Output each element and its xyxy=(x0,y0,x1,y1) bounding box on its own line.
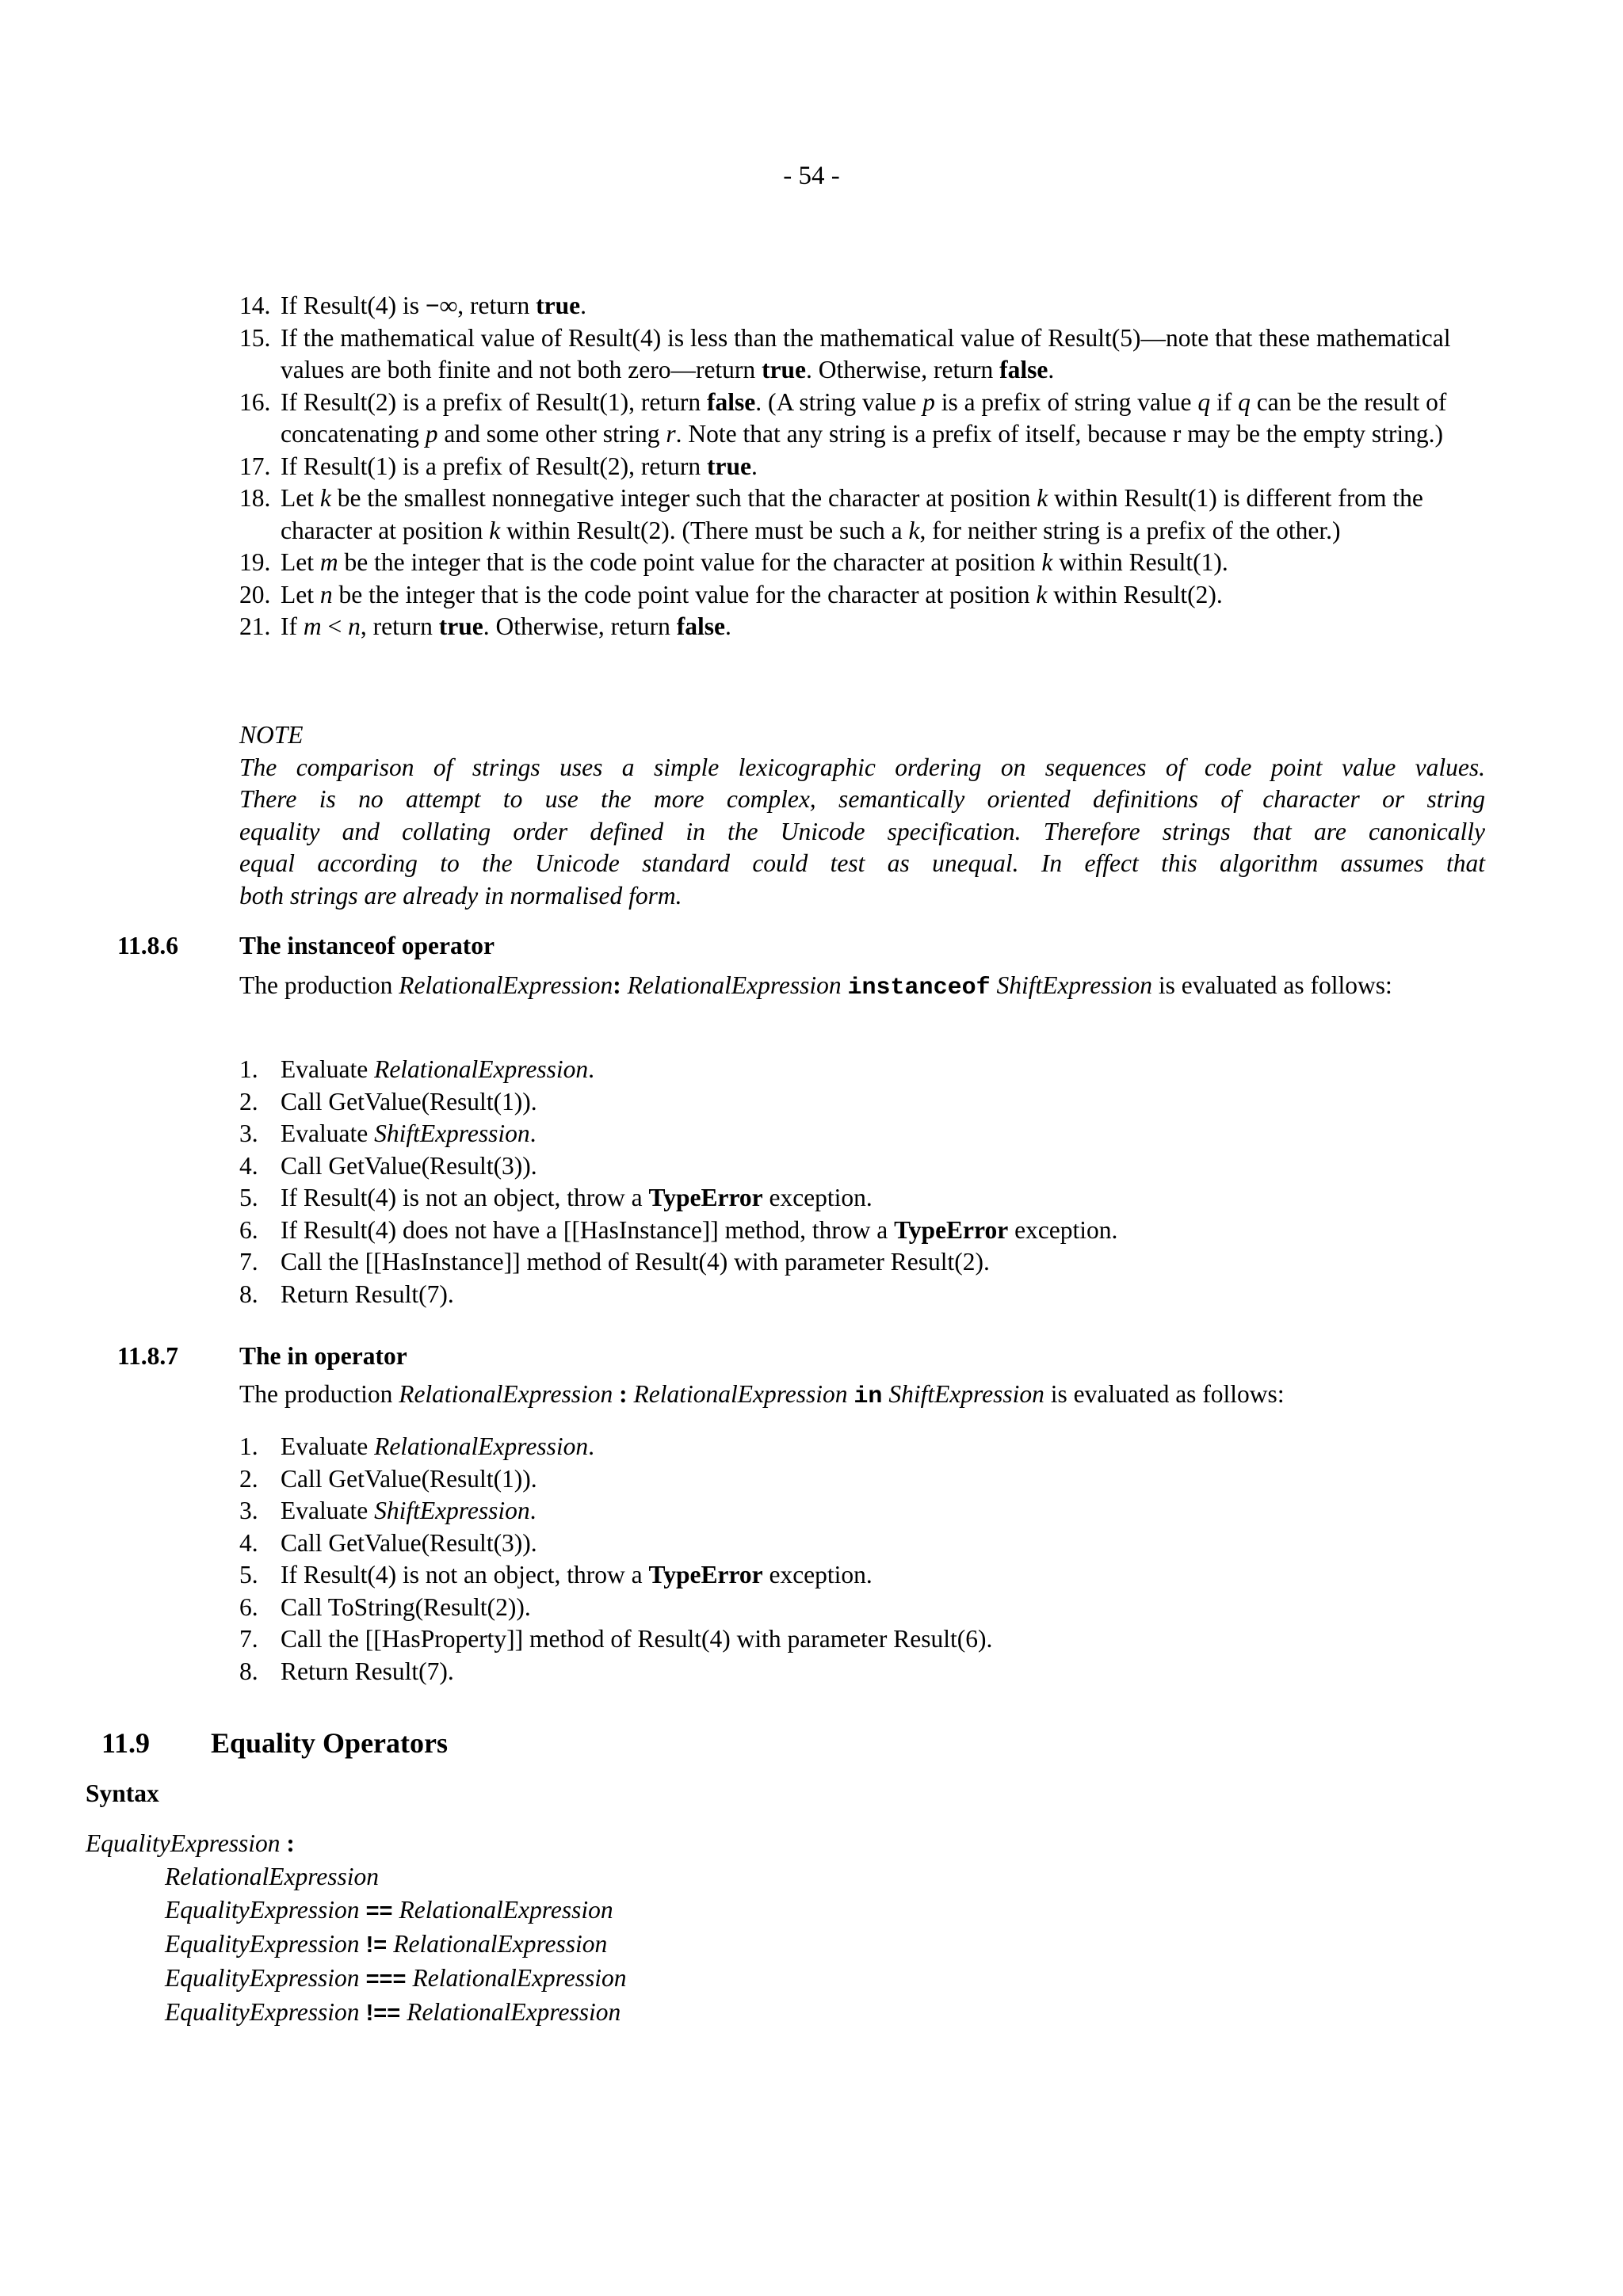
algorithm-step xyxy=(239,1054,1482,1086)
note-line: equality and collating order defined in the Unicode specification. Therefore strings that are canonically xyxy=(239,817,1485,845)
note-line: The comparison of strings uses a simple lexicographic ordering on sequences of code point value values. xyxy=(239,753,1485,781)
section-number: 11.8.6 xyxy=(117,932,179,959)
step-text: Evaluate ShiftExpression. xyxy=(281,1119,537,1147)
step-text: If Result(4) is −∞, return true. xyxy=(281,292,586,319)
algorithm-step xyxy=(239,1495,1482,1527)
step-text: Call GetValue(Result(1)). xyxy=(281,1087,537,1116)
step-number: 3. xyxy=(239,1119,258,1147)
step-number: 15. xyxy=(239,323,271,352)
step-text: If Result(4) is not an object, throw a TypeError exception. xyxy=(281,1561,873,1589)
algorithm-step xyxy=(239,1527,1482,1560)
steps-list-instanceof xyxy=(239,1054,1482,1310)
algorithm-step xyxy=(239,482,1482,547)
note-line: both strings are already in normalised form. xyxy=(239,881,682,910)
step-text: Evaluate RelationalExpression. xyxy=(281,1432,594,1460)
step-number: 7. xyxy=(239,1625,258,1653)
step-text: Call GetValue(Result(3)). xyxy=(281,1528,537,1557)
step-number: 7. xyxy=(239,1248,258,1276)
section-heading-11-8-6 xyxy=(117,930,495,962)
algorithm-step xyxy=(239,1623,1482,1656)
production-paragraph-instanceof: The production RelationalExpression: RelationalExpression instanceof ShiftExpression is evaluated as follows: xyxy=(239,971,1392,1001)
step-number: 2. xyxy=(239,1464,258,1493)
step-text: If Result(2) is a prefix of Result(1), return false. (A string value p is a prefix of string value q if q can be the result of concatenating p and some other string r. Note that any string is a prefix of itself, because r may be the empty string.) xyxy=(281,387,1447,448)
algorithm-step xyxy=(239,1182,1482,1215)
section-number: 11.9 xyxy=(101,1727,151,1759)
grammar-alternative: RelationalExpression xyxy=(165,1863,380,1890)
step-number: 8. xyxy=(239,1657,258,1685)
step-number: 6. xyxy=(239,1592,258,1621)
algorithm-step xyxy=(239,1463,1482,1496)
step-text: If Result(4) does not have a [[HasInstance]] method, throw a TypeError exception. xyxy=(281,1215,1118,1244)
note xyxy=(239,719,1485,912)
step-number: 18. xyxy=(239,484,271,512)
step-number: 16. xyxy=(239,387,271,416)
section-number: 11.8.7 xyxy=(117,1342,179,1370)
step-number: 21. xyxy=(239,612,271,640)
step-text: Return Result(7). xyxy=(281,1280,454,1308)
step-text: Evaluate ShiftExpression. xyxy=(281,1497,537,1524)
step-text: If Result(4) is not an object, throw a TypeError exception. xyxy=(281,1184,873,1211)
step-text: Call the [[HasProperty]] method of Result(4) with parameter Result(6). xyxy=(281,1625,993,1653)
algorithm-step xyxy=(239,451,1482,483)
algorithm-step xyxy=(239,1656,1482,1688)
algorithm-step xyxy=(239,1592,1482,1624)
production-paragraph-in: The production RelationalExpression : RelationalExpression in ShiftExpression is evaluated as follows: xyxy=(239,1380,1285,1410)
section-heading-11-9 xyxy=(101,1726,448,1760)
step-text: Call GetValue(Result(3)). xyxy=(281,1151,537,1180)
algorithm-step xyxy=(239,579,1482,612)
step-number: 2. xyxy=(239,1087,258,1116)
note-label: NOTE xyxy=(239,721,304,749)
steps-list-in xyxy=(239,1431,1482,1688)
step-text: Return Result(7). xyxy=(281,1657,454,1685)
note-text xyxy=(239,752,1485,913)
grammar-alternatives xyxy=(86,1860,627,2030)
step-text: Call the [[HasInstance]] method of Result(4) with parameter Result(2). xyxy=(281,1248,990,1276)
note-line: equal according to the Unicode standard could test as unequal. In effect this algorithm assumes that xyxy=(239,849,1485,877)
step-number: 4. xyxy=(239,1528,258,1557)
grammar-alternative: EqualityExpression != RelationalExpression xyxy=(165,1930,608,1958)
step-number: 8. xyxy=(239,1280,258,1308)
algorithm-step xyxy=(239,1215,1482,1247)
step-number: 1. xyxy=(239,1432,258,1460)
step-text: Let n be the integer that is the code point value for the character at position k within Result(2). xyxy=(281,580,1223,608)
step-number: 20. xyxy=(239,580,271,608)
algorithm-step xyxy=(239,1086,1482,1119)
step-number: 19. xyxy=(239,548,271,576)
algorithm-step xyxy=(239,290,1482,322)
algorithm-step xyxy=(239,1431,1482,1463)
section-title: Equality Operators xyxy=(211,1727,449,1759)
grammar-production xyxy=(86,1827,627,2030)
algorithm-step xyxy=(239,322,1482,387)
step-number: 5. xyxy=(239,1184,258,1211)
step-number: 1. xyxy=(239,1055,258,1083)
step-number: 4. xyxy=(239,1151,258,1180)
step-text: Evaluate RelationalExpression. xyxy=(281,1055,594,1083)
page-number: - 54 - xyxy=(783,162,840,190)
grammar-alternative: EqualityExpression === RelationalExpression xyxy=(165,1964,627,1992)
step-text: Call ToString(Result(2)). xyxy=(281,1592,531,1621)
section-title: The in operator xyxy=(239,1342,407,1370)
algorithm-step xyxy=(239,547,1482,579)
step-text: Let k be the smallest nonnegative integer such that the character at position k within Result(1) is different from the character at position k within Result(2). (There must be such a k, for neither string is a prefix of the other.) xyxy=(281,484,1423,544)
section-heading-11-8-7 xyxy=(117,1341,407,1372)
algorithm-step xyxy=(239,1559,1482,1592)
step-text: If m < n, return true. Otherwise, return false. xyxy=(281,612,731,640)
grammar-lhs: EqualityExpression : xyxy=(86,1829,295,1857)
step-text: If the mathematical value of Result(4) is less than the mathematical value of Result(5)—note that these mathematical values are both finite and not both zero—return true. Otherwise, return false. xyxy=(281,323,1451,383)
algorithm-step xyxy=(239,387,1482,451)
syntax-label: Syntax xyxy=(86,1779,159,1807)
continued-steps-list xyxy=(239,290,1482,643)
step-number: 14. xyxy=(239,292,271,319)
note-line: There is no attempt to use the more complex, semantically oriented definitions of character or string xyxy=(239,785,1485,813)
algorithm-step xyxy=(239,1279,1482,1311)
grammar-alternative: EqualityExpression == RelationalExpression xyxy=(165,1896,613,1924)
step-text: Call GetValue(Result(1)). xyxy=(281,1464,537,1493)
step-number: 17. xyxy=(239,452,271,480)
grammar-alternative: EqualityExpression !== RelationalExpression xyxy=(165,1998,621,2026)
step-number: 5. xyxy=(239,1561,258,1589)
algorithm-step xyxy=(239,1246,1482,1279)
algorithm-step xyxy=(239,1118,1482,1150)
algorithm-step xyxy=(239,611,1482,643)
step-text: If Result(1) is a prefix of Result(2), return true. xyxy=(281,452,758,480)
section-title: The instanceof operator xyxy=(239,932,495,959)
algorithm-step xyxy=(239,1150,1482,1183)
step-text: Let m be the integer that is the code point value for the character at position k within Result(1). xyxy=(281,548,1228,576)
step-number: 3. xyxy=(239,1497,258,1524)
step-number: 6. xyxy=(239,1215,258,1244)
